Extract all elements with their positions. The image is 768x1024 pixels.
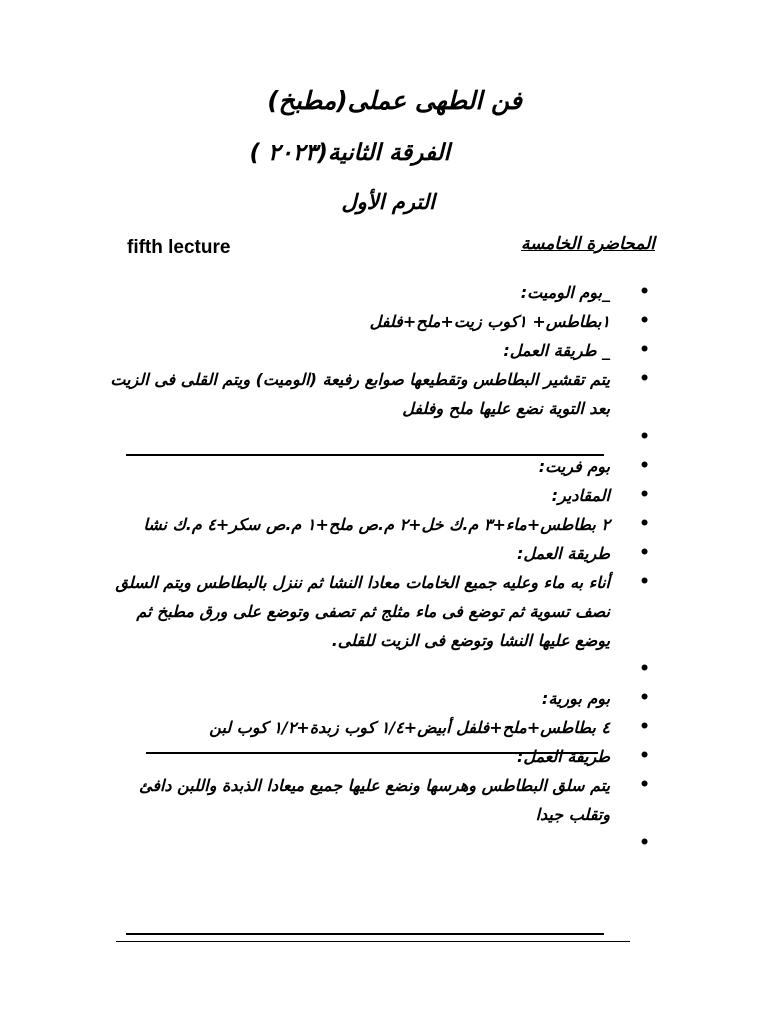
list-item: • ٤ بطاطس+ملح+فلفل أبيض+١/٤ كوب زبدة+١/٢ كوب لبن (108, 713, 628, 742)
list-item-separator (108, 655, 628, 684)
term-label: الترم الأول (341, 190, 435, 214)
lecture-label-arabic: المحاضرة الخامسة (521, 234, 655, 254)
list-item-separator (108, 829, 628, 858)
list-item: • يتم سلق البطاطس وهرسها ونضع عليها جميع ميعادا الذبدة واللبن دافئ وتقلب جيدا (108, 771, 628, 829)
divider-line (116, 941, 630, 942)
divider-line (146, 752, 598, 754)
recipe-list (108, 278, 628, 858)
list-item: • المقادير: (108, 481, 628, 510)
divider-line (126, 454, 604, 456)
list-item: • يتم تقشير البطاطس وتقطيعها صوابع رفيعة (الوميت) ويتم القلى فى الزيت بعد التوية نضع عليها ملح وفلفل (108, 365, 628, 423)
list-item: • ١بطاطس+ ١كوب زيت+ملح+فلفل (108, 307, 628, 336)
list-item: • ٢ بطاطس+ماء+٣ م.ك خل+٢ م.ص ملح+١ م.ص سكر+٤ م.ك نشا (108, 510, 628, 539)
lecture-label-english: fifth lecture (127, 237, 231, 258)
list-item: • طريقة العمل: (108, 539, 628, 568)
list-item: • طريقة العمل: (108, 742, 628, 771)
class-year: الفرقة الثانية(٢٠٢٣ ) (249, 140, 450, 166)
list-item: • أناء به ماء وعليه جميع الخامات معادا النشا ثم ننزل بالبطاطس ويتم السلق نصف تسوية ثم توضع فى ماء مثلج ثم تصفى وتوضع على ورق مطبخ ثم يوضع عليها النشا وتوضع فى الزيت للقلى. (108, 568, 628, 655)
divider-line (126, 933, 604, 935)
list-item: • بوم فريت: (108, 452, 628, 481)
list-item-separator (108, 423, 628, 452)
list-item: • بوم بورية: (108, 684, 628, 713)
list-item: • _ طريقة العمل: (108, 336, 628, 365)
list-item: • _بوم الوميت: (108, 278, 628, 307)
course-title: فن الطهى عملى(مطبخ) (267, 86, 522, 115)
